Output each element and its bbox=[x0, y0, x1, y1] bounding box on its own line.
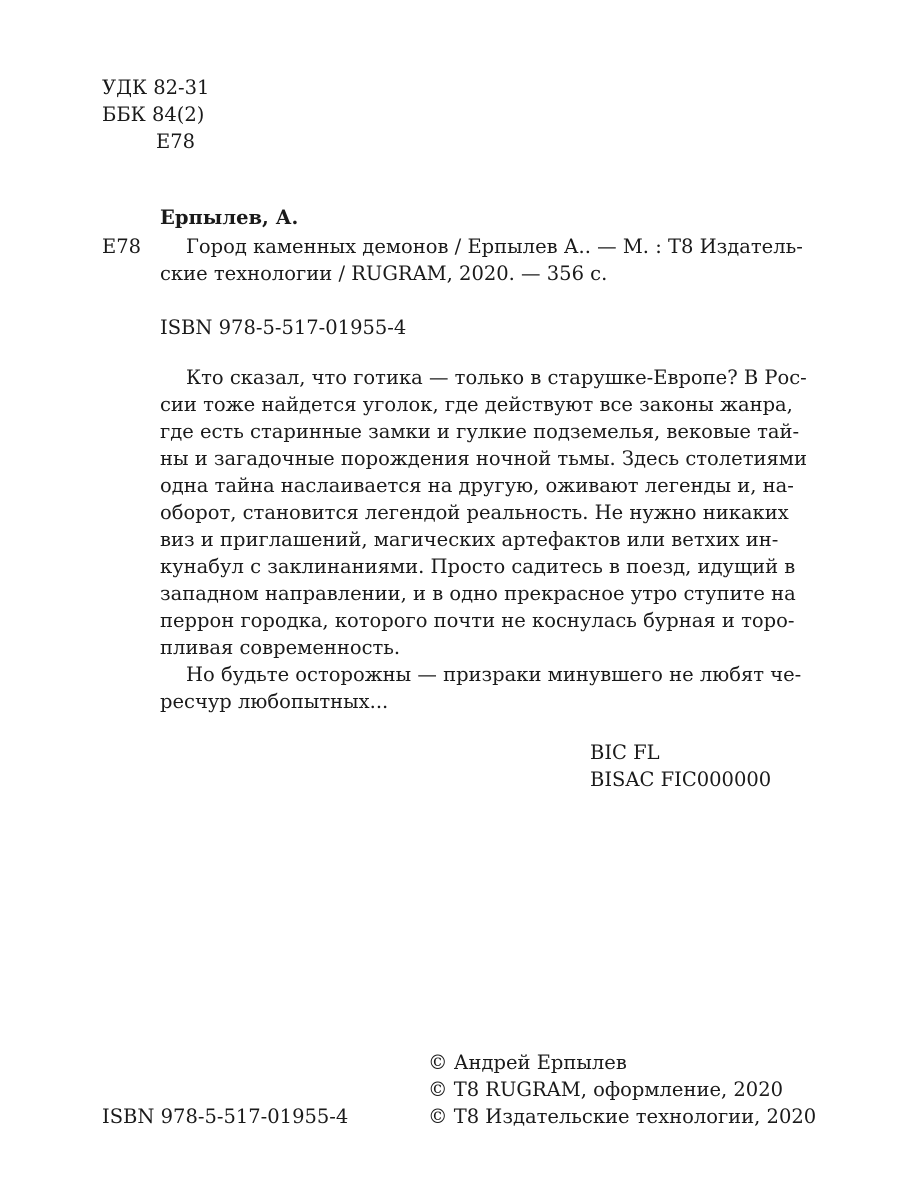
annotation-line: Но будьте осторожны — призраки минувшего не любят че- bbox=[186, 663, 802, 686]
author-mark: Е78 bbox=[156, 130, 196, 153]
bibliographic-description bbox=[160, 233, 803, 287]
copyright-line: © Т8 RUGRAM, оформление, 2020 bbox=[428, 1078, 784, 1101]
annotation-line: кунабул с заклинаниями. Просто садитесь в поезд, идущий в bbox=[160, 555, 796, 578]
copyright-line: © Андрей Ерпылев bbox=[428, 1051, 627, 1074]
annotation-line: пливая современность. bbox=[160, 636, 401, 659]
bbk-code: ББК 84(2) bbox=[102, 103, 205, 126]
bisac-code: BISAC FIC000000 bbox=[590, 768, 772, 791]
annotation-line: сии тоже найдется уголок, где действуют все законы жанра, bbox=[160, 393, 793, 416]
isbn-footer: ISBN 978-5-517-01955-4 bbox=[102, 1105, 349, 1128]
isbn: ISBN 978-5-517-01955-4 bbox=[160, 316, 407, 339]
annotation-line: западном направлении, и в одно прекрасное утро ступите на bbox=[160, 582, 796, 605]
annotation-line: ресчур любопытных... bbox=[160, 690, 389, 713]
subject-codes bbox=[590, 739, 771, 793]
classification-block bbox=[102, 74, 209, 155]
copyright-block bbox=[428, 1049, 816, 1130]
bic-code: BIC FL bbox=[590, 741, 660, 764]
udk-code: УДК 82-31 bbox=[102, 76, 210, 99]
annotation-line: одна тайна наслаивается на другую, оживают легенды и, на- bbox=[160, 474, 794, 497]
annotation-line: Кто сказал, что готика — только в старушке-Европе? В Рос- bbox=[186, 366, 807, 389]
annotation-line: оборот, становится легендой реальность. Не нужно никаких bbox=[160, 501, 789, 524]
annotation-line: где есть старинные замки и гулкие подземелья, вековые тай- bbox=[160, 420, 800, 443]
annotation-line: виз и приглашений, магических артефактов или ветхих ин- bbox=[160, 528, 779, 551]
bib-line: ские технологии / RUGRAM, 2020. — 356 с. bbox=[160, 262, 608, 285]
author-heading: Ерпылев, А. bbox=[160, 206, 299, 229]
annotation-line: перрон городка, которого почти не коснулась бурная и торо- bbox=[160, 609, 795, 632]
bib-line: Город каменных демонов / Ерпылев А.. — М. : Т8 Издатель- bbox=[186, 235, 803, 258]
annotation-line: ны и загадочные порождения ночной тьмы. Здесь столетиями bbox=[160, 447, 807, 470]
copyright-line: © Т8 Издательские технологии, 2020 bbox=[428, 1105, 817, 1128]
annotation bbox=[160, 364, 807, 715]
entry-author-mark: Е78 bbox=[102, 235, 142, 258]
